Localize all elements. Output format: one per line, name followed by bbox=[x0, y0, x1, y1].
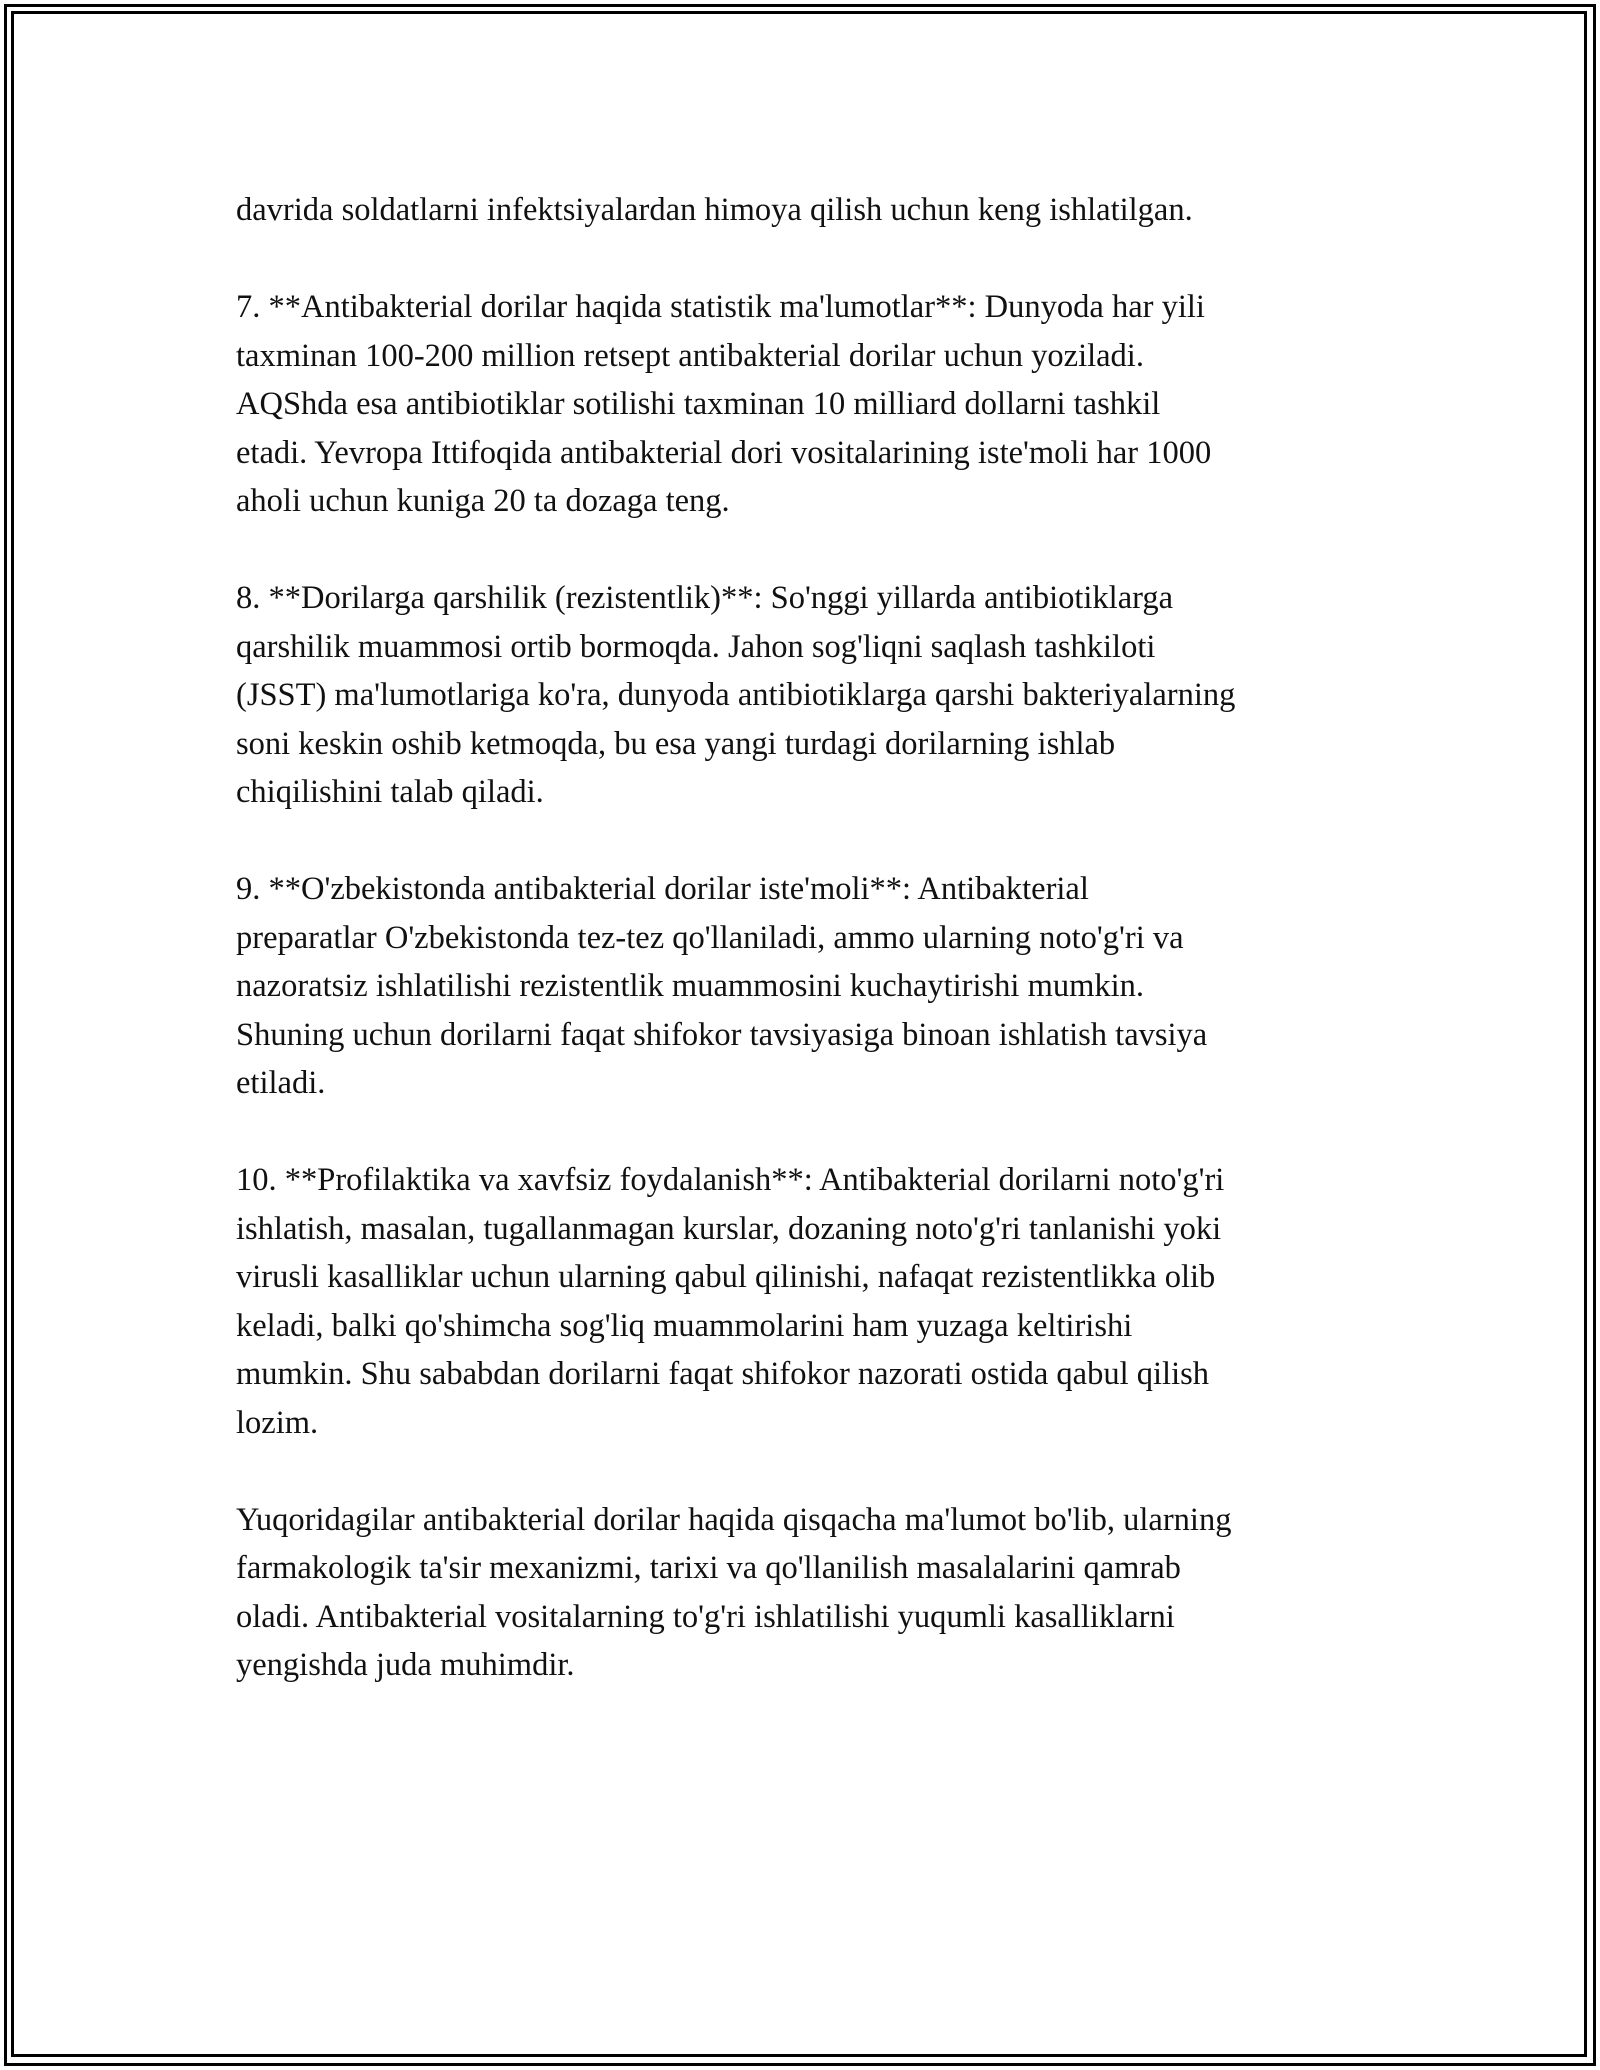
paragraph-conclusion: Yuqoridagilar antibakterial dorilar haqida qisqacha ma'lumot bo'lib, ularning farmakologik ta'sir mexanizmi, tarixi va qo'llanilish masalalarini qamrab oladi. Antibakterial vositalarning to'g'ri ishlatilishi yuqumli kasalliklarni yengishda juda muhimdir. bbox=[236, 1501, 1232, 1683]
paragraph-item-10-prophylaxis: 10. **Profilaktika va xavfsiz foydalanish**: Antibakterial dorilarni noto'g'ri ishlatish, masalan, tugallanmagan kurslar, dozaning noto'g'ri tanlanishi yoki virusli kasalliklar uchun ularning qabul qilinishi, nafaqat rezistentlikka olib keladi, balki qo'shimcha sog'liq muammolarini ham yuzaga keltirishi mumkin. Shu sababdan dorilarni faqat shifokor nazorati ostida qabul qilish lozim. bbox=[236, 1162, 1225, 1441]
document-body bbox=[236, 186, 1376, 1738]
paragraph-item-9-uzbekistan: 9. **O'zbekistonda antibakterial dorilar iste'moli**: Antibakterial preparatlar O'zbekistonda tez-tez qo'llaniladi, ammo ularning noto'g'ri va nazoratsiz ishlatilishi rezistentlik muammosini kuchaytirishi mumkin. Shuning uchun dorilarni faqat shifokor tavsiyasiga binoan ishlatish tavsiya etiladi. bbox=[236, 871, 1208, 1101]
paragraph-item-8-resistance: 8. **Dorilarga qarshilik (rezistentlik)**: So'nggi yillarda antibiotiklarga qarshilik muammosi ortib bormoqda. Jahon sog'liqni saqlash tashkiloti (JSST) ma'lumotlariga ko'ra, dunyoda antibiotiklarga qarshi bakteriyalarning soni keskin oshib ketmoqda, bu esa yangi turdagi dorilarning ishlab chiqilishini talab qiladi. bbox=[236, 580, 1236, 810]
paragraph-item-7-statistics: 7. **Antibakterial dorilar haqida statistik ma'lumotlar**: Dunyoda har yili taxminan 100-200 million retsept antibakterial dorilar uchun yoziladi. AQShda esa antibiotiklar sotilishi taxminan 10 milliard dollarni tashkil etadi. Yevropa Ittifoqida antibakterial dori vositalarining iste'moli har 1000 aholi uchun kuniga 20 ta dozaga teng. bbox=[236, 289, 1212, 519]
paragraph-continuation: davrida soldatlarni infektsiyalardan himoya qilish uchun keng ishlatilgan. bbox=[236, 192, 1193, 228]
